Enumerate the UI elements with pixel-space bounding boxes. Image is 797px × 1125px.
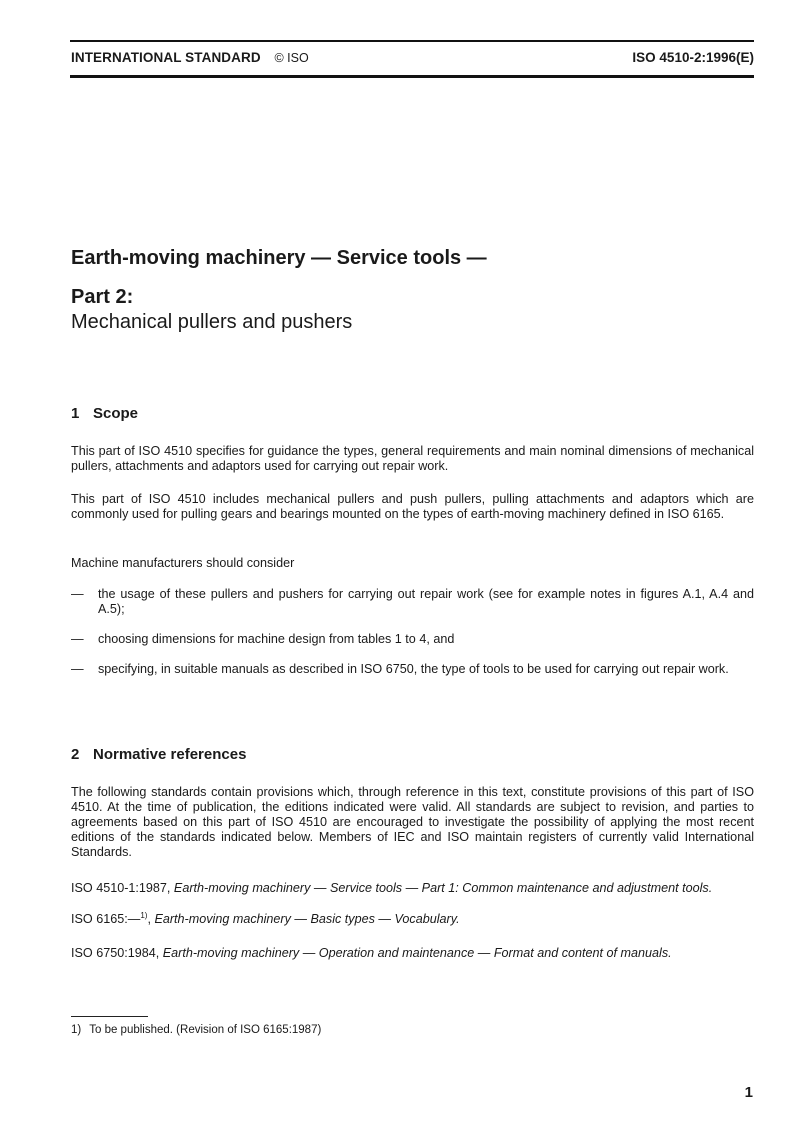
part-subtitle: Mechanical pullers and pushers bbox=[71, 311, 353, 333]
section-number: 1 bbox=[71, 405, 80, 422]
list-bullet: — bbox=[71, 587, 84, 601]
page-number: 1 bbox=[744, 1084, 753, 1101]
reference-entry bbox=[71, 946, 754, 961]
list-item-text: specifying, in suitable manuals as described in ISO 6750, the type of tools to be used for carrying out repair work. bbox=[98, 662, 729, 676]
reference-code: ISO 6165:— bbox=[71, 912, 141, 926]
reference-code: ISO 4510-1:1987, bbox=[71, 881, 171, 895]
footnote bbox=[71, 1024, 321, 1036]
reference-entry: ISO 6165:—$^{1)}$, Earth-moving machinery — Basic types — Vocabulary. bbox=[71, 910, 460, 926]
standard-label: INTERNATIONAL STANDARD bbox=[71, 50, 261, 65]
page-header bbox=[71, 50, 754, 68]
header-top-rule bbox=[70, 40, 754, 42]
reference-title: Earth-moving machinery — Service tools — Part 1: Common maintenance and adjustment tools. bbox=[173, 881, 713, 895]
scope-paragraph: This part of ISO 4510 specifies for guidance the types, general requirements and main nominal dimensions of mechanical pullers, attachments and adaptors used for carrying out repair work. bbox=[71, 444, 754, 473]
footnote-text: To be published. (Revision of ISO 6165:1987) bbox=[89, 1024, 322, 1036]
reference-title: Earth-moving machinery — Basic types — Vocabulary. bbox=[154, 912, 460, 926]
document-title: Earth-moving machinery — Service tools — bbox=[71, 247, 487, 269]
copyright-notice: © ISO bbox=[274, 51, 309, 65]
list-item bbox=[71, 662, 754, 677]
list-bullet: — bbox=[71, 632, 84, 646]
section-heading-scope bbox=[71, 405, 138, 422]
reference-title: Earth-moving machinery — Operation and maintenance — Format and content of manuals. bbox=[162, 946, 672, 960]
document-reference: ISO 4510-2:1996(E) bbox=[632, 50, 754, 65]
footnote-number: 1) bbox=[71, 1024, 82, 1036]
scope-paragraph: This part of ISO 4510 includes mechanical pullers and push pullers, pulling attachments and adaptors which are commonly used for pulling gears and bearings mounted on the types of earth-moving machinery defined in ISO 6165. bbox=[71, 492, 754, 521]
header-bottom-rule bbox=[70, 75, 754, 78]
reference-entry bbox=[71, 881, 754, 896]
scope-paragraph: Machine manufacturers should consider bbox=[71, 556, 295, 570]
section-title: Normative references bbox=[93, 746, 247, 763]
list-item-text: the usage of these pullers and pushers for carrying out repair work (see for example notes in figures A.1, A.4 and A.5); bbox=[98, 587, 754, 616]
references-intro: The following standards contain provisions which, through reference in this text, constitute provisions of this part of ISO 4510. At the time of publication, the editions indicated were valid. All standards are subject to revision, and parties to agreements based on this part of ISO 4510 are encouraged to investigate the possibility of applying the most recent editions of the standards indicated below. Members of IEC and ISO maintain registers of currently valid International Standards. bbox=[71, 785, 754, 859]
section-number: 2 bbox=[71, 746, 80, 763]
list-item bbox=[71, 587, 754, 617]
reference-code: ISO 6750:1984, bbox=[71, 946, 160, 960]
section-title: Scope bbox=[93, 405, 139, 422]
list-item-text: choosing dimensions for machine design from tables 1 to 4, and bbox=[98, 632, 455, 646]
footnote-separator bbox=[71, 1016, 148, 1017]
part-number: Part 2: bbox=[71, 286, 134, 308]
list-bullet: — bbox=[71, 662, 84, 676]
footnote-marker: 1) bbox=[140, 910, 148, 920]
section-heading-normative-references bbox=[71, 746, 246, 763]
list-item bbox=[71, 632, 754, 647]
